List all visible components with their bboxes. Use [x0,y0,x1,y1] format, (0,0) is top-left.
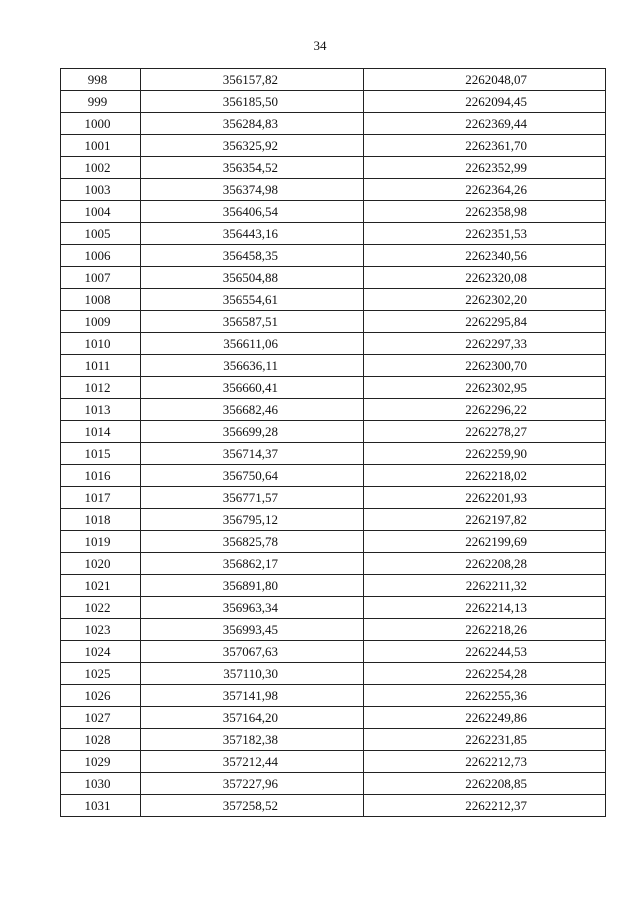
table-row [61,707,606,729]
page-number: 34 [313,38,327,53]
y-coordinate-cell: 2262212,73 [364,751,606,773]
x-coordinate-cell: 356587,51 [141,311,364,333]
table-row [61,531,606,553]
point-number-cell: 1029 [61,751,141,773]
y-coordinate-cell: 2262352,99 [364,157,606,179]
x-coordinate-cell: 356325,92 [141,135,364,157]
table-row [61,289,606,311]
table-row [61,597,606,619]
point-number-cell: 1016 [61,465,141,487]
point-number-cell: 1022 [61,597,141,619]
point-number-cell: 1001 [61,135,141,157]
y-coordinate-cell: 2262212,37 [364,795,606,817]
y-coordinate-cell: 2262218,26 [364,619,606,641]
table-row [61,135,606,157]
y-coordinate-cell: 2262211,32 [364,575,606,597]
y-coordinate-cell: 2262340,56 [364,245,606,267]
point-number-cell: 1014 [61,421,141,443]
x-coordinate-cell: 356963,34 [141,597,364,619]
y-coordinate-cell: 2262094,45 [364,91,606,113]
table-row [61,773,606,795]
x-coordinate-cell: 356682,46 [141,399,364,421]
x-coordinate-cell: 356443,16 [141,223,364,245]
x-coordinate-cell: 356185,50 [141,91,364,113]
y-coordinate-cell: 2262364,26 [364,179,606,201]
y-coordinate-cell: 2262201,93 [364,487,606,509]
x-coordinate-cell: 356862,17 [141,553,364,575]
x-coordinate-cell: 356660,41 [141,377,364,399]
point-number-cell: 1024 [61,641,141,663]
y-coordinate-cell: 2262249,86 [364,707,606,729]
x-coordinate-cell: 356611,06 [141,333,364,355]
x-coordinate-cell: 356750,64 [141,465,364,487]
y-coordinate-cell: 2262231,85 [364,729,606,751]
y-coordinate-cell: 2262244,53 [364,641,606,663]
y-coordinate-cell: 2262351,53 [364,223,606,245]
x-coordinate-cell: 356554,61 [141,289,364,311]
point-number-cell: 1028 [61,729,141,751]
table-row [61,69,606,91]
table-row [61,311,606,333]
point-number-cell: 1017 [61,487,141,509]
point-number-cell: 1030 [61,773,141,795]
point-number-cell: 1005 [61,223,141,245]
x-coordinate-cell: 356825,78 [141,531,364,553]
table-row [61,245,606,267]
table-row [61,91,606,113]
point-number-cell: 999 [61,91,141,113]
table-row [61,113,606,135]
point-number-cell: 1026 [61,685,141,707]
table-row [61,223,606,245]
x-coordinate-cell: 357182,38 [141,729,364,751]
x-coordinate-cell: 357141,98 [141,685,364,707]
y-coordinate-cell: 2262197,82 [364,509,606,531]
x-coordinate-cell: 356795,12 [141,509,364,531]
table-row [61,509,606,531]
point-number-cell: 1002 [61,157,141,179]
y-coordinate-cell: 2262214,13 [364,597,606,619]
point-number-cell: 1000 [61,113,141,135]
table-row [61,553,606,575]
y-coordinate-cell: 2262320,08 [364,267,606,289]
table-row [61,619,606,641]
table-row [61,663,606,685]
x-coordinate-cell: 356354,52 [141,157,364,179]
point-number-cell: 1020 [61,553,141,575]
table-row [61,443,606,465]
table-row [61,487,606,509]
point-number-cell: 998 [61,69,141,91]
y-coordinate-cell: 2262302,95 [364,377,606,399]
table-row [61,795,606,817]
table-row [61,751,606,773]
y-coordinate-cell: 2262295,84 [364,311,606,333]
x-coordinate-cell: 356374,98 [141,179,364,201]
table-row [61,157,606,179]
x-coordinate-cell: 356406,54 [141,201,364,223]
point-number-cell: 1003 [61,179,141,201]
y-coordinate-cell: 2262361,70 [364,135,606,157]
point-number-cell: 1027 [61,707,141,729]
x-coordinate-cell: 357067,63 [141,641,364,663]
table-row [61,377,606,399]
x-coordinate-cell: 356458,35 [141,245,364,267]
point-number-cell: 1006 [61,245,141,267]
point-number-cell: 1023 [61,619,141,641]
x-coordinate-cell: 356891,80 [141,575,364,597]
y-coordinate-cell: 2262199,69 [364,531,606,553]
x-coordinate-cell: 356699,28 [141,421,364,443]
point-number-cell: 1011 [61,355,141,377]
point-number-cell: 1021 [61,575,141,597]
y-coordinate-cell: 2262255,36 [364,685,606,707]
y-coordinate-cell: 2262254,28 [364,663,606,685]
table-row [61,201,606,223]
point-number-cell: 1015 [61,443,141,465]
point-number-cell: 1012 [61,377,141,399]
point-number-cell: 1019 [61,531,141,553]
y-coordinate-cell: 2262369,44 [364,113,606,135]
point-number-cell: 1004 [61,201,141,223]
table-row [61,267,606,289]
coordinates-table [60,68,606,817]
y-coordinate-cell: 2262300,70 [364,355,606,377]
table-row [61,179,606,201]
x-coordinate-cell: 356993,45 [141,619,364,641]
y-coordinate-cell: 2262259,90 [364,443,606,465]
table-row [61,641,606,663]
y-coordinate-cell: 2262208,85 [364,773,606,795]
y-coordinate-cell: 2262358,98 [364,201,606,223]
table-row [61,421,606,443]
table-row [61,399,606,421]
y-coordinate-cell: 2262048,07 [364,69,606,91]
point-number-cell: 1025 [61,663,141,685]
table-row [61,465,606,487]
y-coordinate-cell: 2262296,22 [364,399,606,421]
y-coordinate-cell: 2262278,27 [364,421,606,443]
x-coordinate-cell: 356714,37 [141,443,364,465]
x-coordinate-cell: 357258,52 [141,795,364,817]
y-coordinate-cell: 2262297,33 [364,333,606,355]
coordinates-table-body [61,69,606,817]
x-coordinate-cell: 357212,44 [141,751,364,773]
x-coordinate-cell: 356284,83 [141,113,364,135]
point-number-cell: 1018 [61,509,141,531]
point-number-cell: 1007 [61,267,141,289]
table-row [61,333,606,355]
point-number-cell: 1009 [61,311,141,333]
x-coordinate-cell: 357110,30 [141,663,364,685]
y-coordinate-cell: 2262218,02 [364,465,606,487]
table-row [61,685,606,707]
table-row [61,575,606,597]
point-number-cell: 1013 [61,399,141,421]
y-coordinate-cell: 2262302,20 [364,289,606,311]
x-coordinate-cell: 356771,57 [141,487,364,509]
x-coordinate-cell: 356504,88 [141,267,364,289]
x-coordinate-cell: 356636,11 [141,355,364,377]
x-coordinate-cell: 356157,82 [141,69,364,91]
point-number-cell: 1008 [61,289,141,311]
point-number-cell: 1031 [61,795,141,817]
x-coordinate-cell: 357227,96 [141,773,364,795]
x-coordinate-cell: 357164,20 [141,707,364,729]
table-row [61,729,606,751]
point-number-cell: 1010 [61,333,141,355]
y-coordinate-cell: 2262208,28 [364,553,606,575]
table-row [61,355,606,377]
